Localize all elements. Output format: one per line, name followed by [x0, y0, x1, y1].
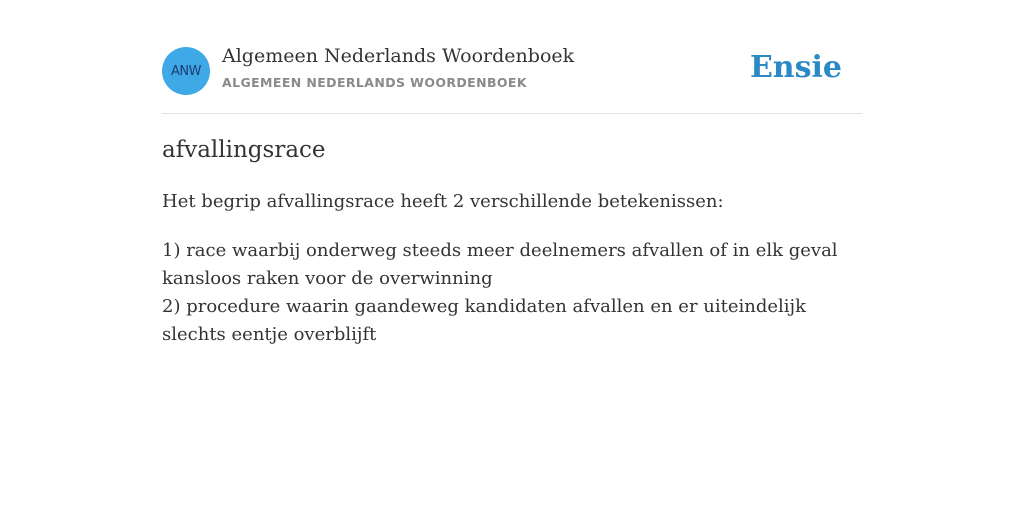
header [162, 0, 862, 114]
source-logo[interactable] [162, 47, 210, 95]
definition-list [162, 237, 862, 349]
brand-logo[interactable]: Ensie [749, 50, 842, 85]
logo-text: ANW [171, 63, 201, 79]
source-title[interactable]: Algemeen Nederlands Woordenboek [222, 45, 575, 67]
definition-item: 2) procedure waarin gaandeweg kandidaten afvallen en er uiteindelijk slechts eentje overblijft [162, 296, 807, 345]
page-title: afvallingsrace [162, 137, 326, 163]
definition-item: 1) race waarbij onderweg steeds meer deelnemers afvallen of in elk geval kansloos raken voor de overwinning [162, 240, 838, 289]
page-container [162, 0, 862, 345]
entry-intro: Het begrip afvallingsrace heeft 2 verschillende betekenissen: [162, 191, 724, 212]
source-subtitle: ALGEMEEN NEDERLANDS WOORDENBOEK [222, 75, 527, 90]
